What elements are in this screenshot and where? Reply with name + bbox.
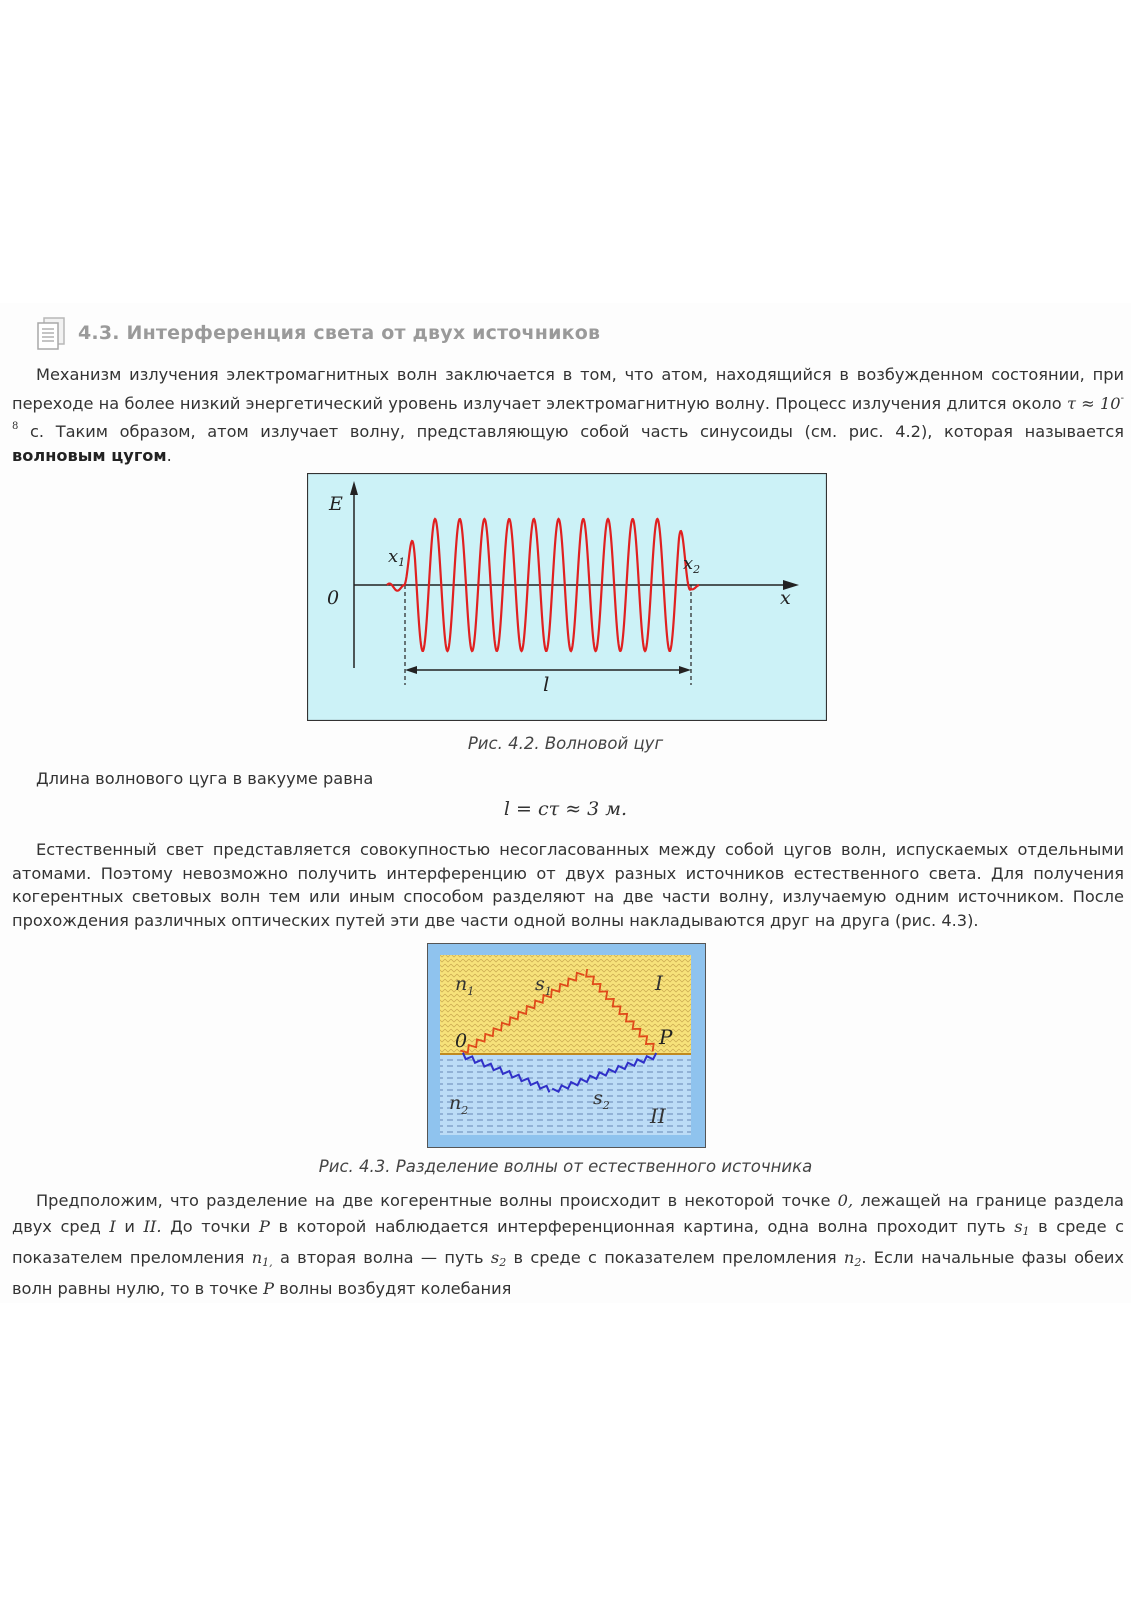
s1-ref: $s_1$ <box>1014 1217 1030 1238</box>
formula-length: l = cτ ≈ 3 м. <box>503 798 628 820</box>
wave-splitting-diagram <box>427 943 706 1148</box>
point-0-ref: 0, <box>837 1191 854 1210</box>
figure1-caption: Рис. 4.2. Волновой цуг <box>467 734 664 753</box>
split-point-label: 0 <box>455 1030 468 1052</box>
n2-ref: $n_2$ <box>843 1248 862 1269</box>
paragraph-interference: Предположим, что разделение на две когерентные волны происходит в некоторой точке 0, лежащей на границе раздела двух сред I и II. До точки P в которой наблюдается интерференционная картина, одна волна проходит путь $s_1$ в среде с показателем преломления $n_{1,}$ а вторая волна — путь $s_2$ в среде с показателем преломления $n_2$. Если начальные фазы обеих волн равны нулю, то в точке P волны возбудят колебания <box>12 1191 1125 1298</box>
paragraph-intro: Механизм излучения электромагнитных волн заключается в том, что атом, находящийся в возбужденном состоянии, при переходе на более низкий энергетический уровень излучает электромагнитную волну. Процесс излучения длится около $\tau \approx 10^{-8}$ с. Таким образом, атом излучает волну, представляющую собой часть синусоиды (см. рис. 4.2), которая называется волновым цугом. <box>12 365 1124 465</box>
term-wave-train: волновым цугом <box>12 445 167 465</box>
point-p-ref: P <box>258 1217 270 1236</box>
origin-label: 0 <box>327 587 340 609</box>
n1-label: $n_1$ <box>455 973 475 998</box>
s1-label: $s_1$ <box>535 973 552 998</box>
medium-1-label: I <box>655 971 663 995</box>
x1-label: $x_1$ <box>388 546 406 569</box>
n1-ref: $n_{1,}$ <box>251 1248 273 1269</box>
axis-e-label: E <box>329 493 343 515</box>
x2-label: $x_2$ <box>683 553 701 576</box>
s2-ref: $s_2$ <box>490 1248 507 1269</box>
medium-2-ref: II. <box>143 1217 162 1236</box>
figure2-caption: Рис. 4.3. Разделение волны от естественного источника <box>318 1157 813 1176</box>
para3-text: Естественный свет представляется совокупностью несогласованных между собой цугов волн, испускаемых отдельными атомами. Поэтому невозможно получить интерференцию от двух разных источников естественного света. Для получения когерентных световых волн тем или иным способом разделяют на две части волну, излучаемую одним источником. После прохождения различных оптических путей эти две части одной волны накладываются друг на друга (рис. 4.3). <box>12 840 1124 930</box>
point-p-ref-2: P <box>263 1279 275 1298</box>
n2-label: $n_2$ <box>449 1092 469 1117</box>
document-icon <box>36 316 66 350</box>
medium-2-label: II <box>650 1104 666 1128</box>
para1-text-a: Механизм излучения электромагнитных волн заключается в том, что атом, находящийся в возбужденном состоянии, при переходе на более низкий энергетический уровень излучает электромагнитную волну. Процесс излучения длится около <box>12 365 1124 413</box>
paragraph-natural-light <box>12 838 1124 932</box>
axis-x-label: x <box>780 587 791 609</box>
tau-expression: $\tau \approx 10^{-8}$ <box>12 392 1124 432</box>
point-p-label: P <box>659 1025 673 1049</box>
s2-label: $s_2$ <box>593 1087 610 1112</box>
wave-train-diagram <box>307 473 827 721</box>
paragraph-length <box>12 767 1124 791</box>
page-title: 4.3. Интерференция света от двух источников <box>78 322 601 344</box>
section-heading <box>36 316 600 350</box>
figure-wave-splitting <box>427 943 706 1148</box>
length-label: l <box>543 672 550 696</box>
figure-wave-train <box>307 473 827 721</box>
medium-1-ref: I <box>109 1217 116 1236</box>
para1-text-b: с. Таким образом, атом излучает волну, представляющую собой часть синусоиды (см. рис. 4.2), которая называется <box>30 422 1124 441</box>
para2-text: Длина волнового цуга в вакууме равна <box>36 769 374 788</box>
